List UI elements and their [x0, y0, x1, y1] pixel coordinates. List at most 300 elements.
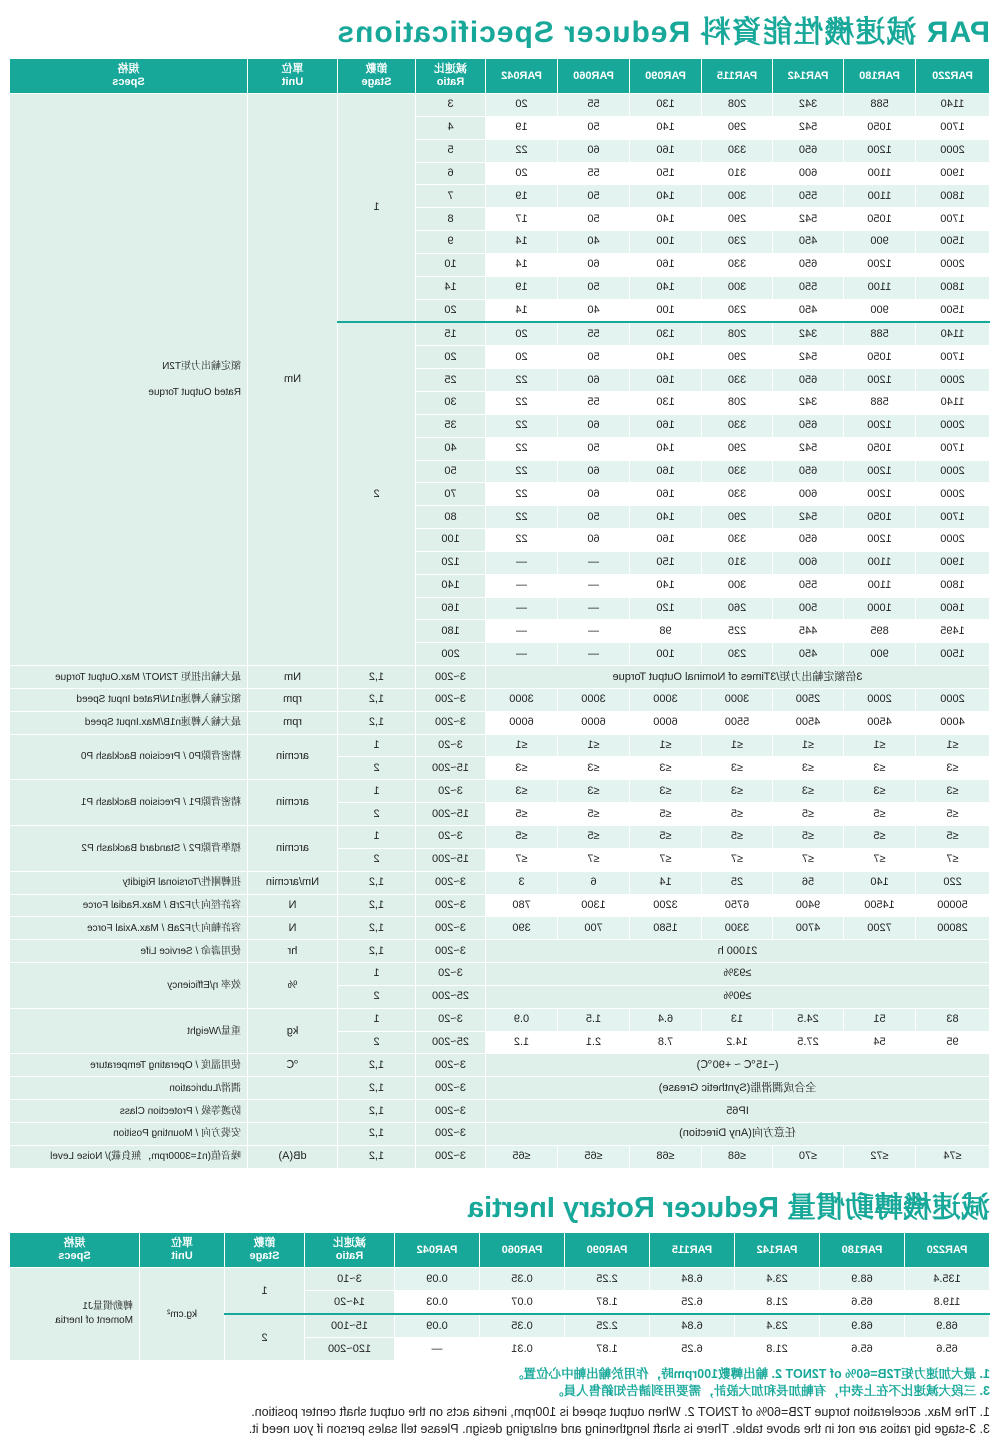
ratio-cell: 3~200 [416, 1122, 486, 1145]
value-cell: 50000 [916, 894, 990, 917]
value-cell: 600 [773, 162, 844, 185]
inertia-label-en: Moment of Inertia [55, 1315, 133, 1326]
value-cell: 1140 [916, 94, 990, 117]
ratio-cell: 3~200 [416, 1145, 486, 1168]
value-cell: 1.2 [486, 1031, 558, 1054]
value-cell: 3000 [558, 688, 630, 711]
value-cell: 330 [702, 369, 773, 392]
value-cell: 21.8 [735, 1338, 820, 1361]
value-cell: ≤3 [630, 780, 702, 803]
value-cell: — [486, 620, 558, 643]
value-cell: ≤5 [630, 826, 702, 849]
value-cell: 230 [702, 231, 773, 254]
header-stage: 節數 Stage [338, 59, 416, 94]
value-cell: 330 [702, 460, 773, 483]
value-cell: 6.4 [630, 1008, 702, 1031]
value-cell: 1100 [844, 551, 916, 574]
stage-cell: 1,2 [338, 688, 416, 711]
value-cell: 140 [630, 116, 702, 139]
value-cell: 4500 [773, 711, 844, 734]
protect-row [10, 1100, 990, 1123]
value-cell: 22 [486, 139, 558, 162]
ratio-cell: 3~200 [416, 688, 486, 711]
value-cell: 60 [558, 529, 630, 552]
value-cell: 140 [630, 185, 702, 208]
value-cell: ≤5 [844, 803, 916, 826]
header-model-3: PAR090 [630, 59, 702, 94]
value-cell: — [558, 620, 630, 643]
value-cell: 140 [630, 346, 702, 369]
value-cell: ≤5 [702, 826, 773, 849]
value-cell: 0.35 [480, 1268, 565, 1291]
unit-cell: arcmin [248, 734, 338, 780]
value-cell: ≤1 [844, 734, 916, 757]
ratio-cell: 3~200 [416, 894, 486, 917]
value-cell: 1200 [844, 483, 916, 506]
stage-cell: 1 [338, 780, 416, 803]
value-cell: 140 [844, 871, 916, 894]
value-cell: 1495 [916, 620, 990, 643]
value-cell: ≤7 [773, 848, 844, 871]
value-cell: ≤1 [486, 734, 558, 757]
value-cell: 65.6 [905, 1338, 990, 1361]
ratedspeed_row-row [10, 688, 990, 711]
value-cell: 4000 [916, 711, 990, 734]
value-cell: 130 [630, 391, 702, 414]
value-cell: 330 [702, 529, 773, 552]
value-cell: 1100 [844, 162, 916, 185]
value-cell: ≤5 [702, 803, 773, 826]
value-cell: 1800 [916, 574, 990, 597]
value-cell: 1500 [916, 231, 990, 254]
ratio-cell: 70 [416, 483, 486, 506]
ratio-cell: 25~200 [416, 985, 486, 1008]
group-label: 精密背隙P1 / Precision Backlash P1 [10, 780, 248, 826]
value-cell: 3 [486, 871, 558, 894]
ratio-cell: 120 [416, 551, 486, 574]
value-cell: 330 [702, 253, 773, 276]
value-cell: 300 [702, 276, 773, 299]
ratio-cell: 3~200 [416, 917, 486, 940]
stage-cell: 1,2 [338, 940, 416, 963]
stage-cell: 1 [338, 734, 416, 757]
value-cell: 2000 [916, 529, 990, 552]
value-cell: 600 [773, 551, 844, 574]
value-cell: 50 [558, 208, 630, 231]
value-cell: 140 [630, 276, 702, 299]
value-cell: ≤3 [558, 780, 630, 803]
value-cell: ≤3 [486, 757, 558, 780]
radial-row [10, 894, 990, 917]
value-cell: 0.35 [480, 1314, 565, 1338]
ratedspeed_row-label: 額定輸入轉速n1N/Rated Input Speed [10, 688, 248, 711]
protect-label: 防護等級 / Protection Class [10, 1100, 248, 1123]
value-cell: 290 [702, 208, 773, 231]
value-cell: 1600 [916, 597, 990, 620]
ratio-cell: 15~100 [305, 1314, 395, 1338]
header-unit: 單位 Unit [248, 59, 338, 94]
value-cell: 1050 [844, 506, 916, 529]
value-cell: ≤3 [916, 780, 990, 803]
value-cell: 342 [773, 391, 844, 414]
value-cell: 160 [630, 483, 702, 506]
temp-label: 使用溫度 / Operating Temperature [10, 1054, 248, 1077]
value-cell: 150 [630, 162, 702, 185]
unit-cell: Nm [248, 94, 338, 666]
value-cell: ≤70 [773, 1145, 844, 1168]
value-cell: 14 [486, 231, 558, 254]
value-cell: 20 [486, 346, 558, 369]
value-cell: ≤3 [773, 757, 844, 780]
unit-cell: Nm/arcmin [248, 871, 338, 894]
value-cell: 588 [844, 94, 916, 117]
value-cell: 1580 [630, 917, 702, 940]
value-cell: 6.25 [650, 1338, 735, 1361]
value-cell: 55 [558, 391, 630, 414]
value-cell: ≤7 [844, 848, 916, 871]
ratio-cell: 4 [416, 116, 486, 139]
value-cell: 550 [773, 185, 844, 208]
value-cell: 28000 [916, 917, 990, 940]
value-cell: 225 [702, 620, 773, 643]
unit-cell: arcmin [248, 826, 338, 872]
ratio-cell: 20 [416, 346, 486, 369]
value-cell: 1200 [844, 139, 916, 162]
header-model-1: PAR042 [486, 59, 558, 94]
value-cell: ≤5 [630, 803, 702, 826]
value-cell: 22 [486, 414, 558, 437]
header-ratio: 減速比 Ratio [416, 59, 486, 94]
stage-cell: 1,2 [338, 894, 416, 917]
stage-cell: 1 [338, 826, 416, 849]
value-cell: ≤65 [486, 1145, 558, 1168]
value-cell: 14.2 [702, 1031, 773, 1054]
value-cell: — [558, 597, 630, 620]
value-cell: ≤3 [916, 757, 990, 780]
value-cell: 500 [773, 597, 844, 620]
value-cell: 22 [486, 506, 558, 529]
value-cell: 95 [916, 1031, 990, 1054]
group-label: 精密背隙P0 / Precision Backlash P0 [10, 734, 248, 780]
value-cell: 2000 [916, 460, 990, 483]
specifications-table [9, 58, 990, 1169]
unit-cell: arcmin [248, 780, 338, 826]
value-cell: 120 [630, 597, 702, 620]
value-cell: 160 [630, 139, 702, 162]
value-cell: 7.8 [630, 1031, 702, 1054]
ratio-cell: 15~200 [416, 757, 486, 780]
value-cell: 50 [558, 437, 630, 460]
ratio-cell: 15 [416, 322, 486, 345]
ratio-cell: 160 [416, 597, 486, 620]
value-cell: 24.5 [773, 1008, 844, 1031]
value-cell: 1200 [844, 414, 916, 437]
unit-cell: ℃ [248, 1054, 338, 1077]
value-cell: 55 [558, 162, 630, 185]
stage-cell: 1,2 [338, 1054, 416, 1077]
value-cell: 1100 [844, 185, 916, 208]
value-cell: ≤7 [916, 848, 990, 871]
value-cell: 300 [702, 574, 773, 597]
value-cell: 4500 [844, 711, 916, 734]
merged-value-cell: (−15℃ ~ +90℃) [486, 1054, 990, 1077]
value-cell: 290 [702, 116, 773, 139]
torque-label-zh: 額定輸出力矩T2N [162, 361, 241, 373]
ratio-cell: 3~200 [416, 1100, 486, 1123]
value-cell: 0.31 [480, 1338, 565, 1361]
inertia-header-model-3: PAR090 [565, 1233, 650, 1268]
value-cell: ≤7 [558, 848, 630, 871]
ratio-cell: 3~200 [416, 871, 486, 894]
value-cell: 150 [630, 551, 702, 574]
unit-cell: Nm [248, 666, 338, 689]
value-cell: 130 [630, 322, 702, 345]
value-cell: 140 [630, 506, 702, 529]
value-cell: 6000 [558, 711, 630, 734]
inertia-body [10, 1268, 990, 1361]
inertia-header-unit: 單位 Unit [140, 1233, 225, 1268]
value-cell: 290 [702, 506, 773, 529]
value-cell: 895 [844, 620, 916, 643]
header-model-2: PAR060 [558, 59, 630, 94]
stage-cell: 1,2 [338, 711, 416, 734]
value-cell: 390 [486, 917, 558, 940]
value-cell: 135.4 [905, 1268, 990, 1291]
group-label: 標準背隙P2 / Standard Backlash P2 [10, 826, 248, 872]
value-cell: 1700 [916, 506, 990, 529]
value-cell: ≤7 [702, 848, 773, 871]
value-cell: 2000 [916, 414, 990, 437]
value-cell: 290 [702, 346, 773, 369]
inertia-header-model-7: PAR220 [905, 1233, 990, 1268]
ratio-cell: 3~200 [416, 940, 486, 963]
value-cell: 22 [486, 460, 558, 483]
ratio-cell: 200 [416, 643, 486, 666]
header-model-7: PAR220 [916, 59, 990, 94]
merged-value-cell: IP65 [486, 1100, 990, 1123]
noise-row [10, 1145, 990, 1168]
maxtorque-row [10, 666, 990, 689]
value-cell: 310 [702, 162, 773, 185]
value-cell: 27.5 [773, 1031, 844, 1054]
value-cell: 14 [630, 871, 702, 894]
value-cell: 140 [630, 208, 702, 231]
value-cell: 700 [558, 917, 630, 940]
inertia-label-zh: 轉動慣量J1 [82, 1301, 133, 1312]
value-cell: 900 [844, 231, 916, 254]
value-cell: 1700 [916, 346, 990, 369]
value-cell: 40 [558, 299, 630, 322]
value-cell: 1.5 [558, 1008, 630, 1031]
value-cell: 1100 [844, 574, 916, 597]
ratio-cell: 3~20 [416, 734, 486, 757]
inertia-row [10, 1268, 990, 1291]
rigidity-row [10, 871, 990, 894]
value-cell: 1000 [844, 597, 916, 620]
value-cell: 0.03 [395, 1291, 480, 1315]
value-cell: ≤1 [630, 734, 702, 757]
unit-cell [248, 1077, 338, 1100]
value-cell: 14 [486, 299, 558, 322]
value-cell: 160 [630, 529, 702, 552]
value-cell: 6.84 [650, 1268, 735, 1291]
value-cell: 160 [630, 460, 702, 483]
value-cell: 65.6 [820, 1291, 905, 1315]
mount-label: 安裝方向 / Mounting Position [10, 1122, 248, 1145]
value-cell: ≤3 [558, 757, 630, 780]
value-cell: ≤3 [702, 757, 773, 780]
unit-cell [248, 1122, 338, 1145]
merged-value-cell: 3倍額定輸出力矩/3Times of Nominal Output Torque [486, 666, 990, 689]
notes-chinese [10, 1366, 990, 1400]
value-cell: 1700 [916, 208, 990, 231]
ratio-cell: 3~20 [416, 826, 486, 849]
value-cell: 60 [558, 483, 630, 506]
value-cell: 1200 [844, 369, 916, 392]
unit-cell: dB(A) [248, 1145, 338, 1168]
value-cell: 13 [702, 1008, 773, 1031]
stage-cell: 2 [338, 803, 416, 826]
value-cell: 3000 [630, 688, 702, 711]
value-cell: 160 [630, 414, 702, 437]
merged-value-cell: ≥90% [486, 985, 990, 1008]
ratio-cell: 3~20 [416, 963, 486, 986]
value-cell: 6 [558, 871, 630, 894]
value-cell: 22 [486, 391, 558, 414]
stage-cell: 1 [338, 1008, 416, 1031]
value-cell: 2.1 [558, 1031, 630, 1054]
value-cell: 1140 [916, 322, 990, 345]
value-cell: 900 [844, 643, 916, 666]
value-cell: 450 [773, 643, 844, 666]
value-cell: 55 [558, 322, 630, 345]
header-row [10, 59, 990, 94]
stage-cell: 1 [338, 94, 416, 323]
value-cell: 68.9 [820, 1268, 905, 1291]
ratio-cell: 8 [416, 208, 486, 231]
stage-cell: 1,2 [338, 1100, 416, 1123]
ratio-cell: 15~200 [416, 803, 486, 826]
note-zh-line-2: 3. 三段大減速比不在上表中，有軸加長和加大設計，需要用到請告知銷售人員。 [551, 1384, 990, 1398]
axial-label: 容許軸向力F2aB / Max.Axial Force [10, 917, 248, 940]
value-cell: 0.09 [395, 1314, 480, 1338]
value-cell: 900 [844, 299, 916, 322]
value-cell: 2000 [916, 369, 990, 392]
value-cell: 22 [486, 529, 558, 552]
value-cell: 0.09 [395, 1268, 480, 1291]
merged-value-cell: 任意方向(Any Direction) [486, 1122, 990, 1145]
ratio-cell: 3 [416, 94, 486, 117]
value-cell: 1800 [916, 185, 990, 208]
torque-label-en: Rated Output Torque [148, 387, 241, 399]
value-cell: 1050 [844, 116, 916, 139]
value-cell: 17 [486, 208, 558, 231]
value-cell: 55 [558, 94, 630, 117]
value-cell: 330 [702, 414, 773, 437]
value-cell: 450 [773, 231, 844, 254]
value-cell: 50 [558, 346, 630, 369]
value-cell: 22 [486, 369, 558, 392]
value-cell: ≤68 [702, 1145, 773, 1168]
maxspeed-label: 最大輸入轉速n1B/Max.Input Speed [10, 711, 248, 734]
value-cell: 20 [486, 322, 558, 345]
header-model-5: PAR142 [773, 59, 844, 94]
value-cell: 68.9 [820, 1314, 905, 1338]
inertia-header-specs: 規格 Specs [10, 1233, 140, 1268]
value-cell: ≤1 [773, 734, 844, 757]
value-cell: ≤1 [916, 734, 990, 757]
value-cell: ≤5 [486, 826, 558, 849]
ratio-cell: 40 [416, 437, 486, 460]
value-cell: ≤3 [630, 757, 702, 780]
group-row [10, 1008, 990, 1031]
value-cell: 23.4 [735, 1268, 820, 1291]
value-cell: 650 [773, 529, 844, 552]
ratio-cell: 80 [416, 506, 486, 529]
value-cell: 6750 [702, 894, 773, 917]
value-cell: 51 [844, 1008, 916, 1031]
inertia-header-ratio: 減速比 Ratio [305, 1233, 395, 1268]
value-cell: 550 [773, 574, 844, 597]
unit-cell: % [248, 963, 338, 1009]
value-cell: 14 [486, 253, 558, 276]
note-en-line-1: 1. The Max. acceleration torque T2B=60% of T2NOT 2. When output speed is 100rpm, inertia acts on the output shaft center position. [251, 1405, 990, 1419]
value-cell: 1900 [916, 551, 990, 574]
value-cell: 60 [558, 253, 630, 276]
value-cell: 54 [844, 1031, 916, 1054]
value-cell: 19 [486, 276, 558, 299]
stage-cell: 2 [338, 757, 416, 780]
header-specs: 規格 Specs [10, 59, 248, 94]
value-cell: 208 [702, 391, 773, 414]
value-cell: — [558, 643, 630, 666]
value-cell: 2.25 [565, 1314, 650, 1338]
stage-cell: 1,2 [338, 1077, 416, 1100]
value-cell: ≤3 [844, 757, 916, 780]
value-cell: 22 [486, 483, 558, 506]
stage-cell: 1,2 [338, 1145, 416, 1168]
merged-value-cell: 全合成潤滑脂(Synthetic Grease) [486, 1077, 990, 1100]
stage-cell: 2 [338, 985, 416, 1008]
ratio-cell: 3~20 [416, 780, 486, 803]
value-cell: 60 [558, 369, 630, 392]
value-cell: — [486, 597, 558, 620]
value-cell: 330 [702, 483, 773, 506]
value-cell: 19 [486, 116, 558, 139]
value-cell: 6.25 [650, 1291, 735, 1315]
value-cell: ≤3 [702, 780, 773, 803]
value-cell: — [486, 551, 558, 574]
stage-cell: 1,2 [338, 871, 416, 894]
ratio-cell: 3~20 [416, 1008, 486, 1031]
ratio-cell: 25~200 [416, 1031, 486, 1054]
stage-cell: 1,2 [338, 917, 416, 940]
value-cell: 2.25 [565, 1268, 650, 1291]
axial-row [10, 917, 990, 940]
header-model-6: PAR180 [844, 59, 916, 94]
value-cell: 0.07 [480, 1291, 565, 1315]
value-cell: 50 [558, 185, 630, 208]
inertia-table [9, 1232, 990, 1361]
value-cell: ≤5 [916, 803, 990, 826]
stage-cell: 1,2 [338, 666, 416, 689]
radial-label: 容許徑向力F2rB / Max.Radial Force [10, 894, 248, 917]
group-row [10, 734, 990, 757]
ratio-cell: 3~200 [416, 666, 486, 689]
value-cell: 2000 [916, 253, 990, 276]
value-cell: ≤3 [773, 780, 844, 803]
value-cell: 3000 [486, 688, 558, 711]
